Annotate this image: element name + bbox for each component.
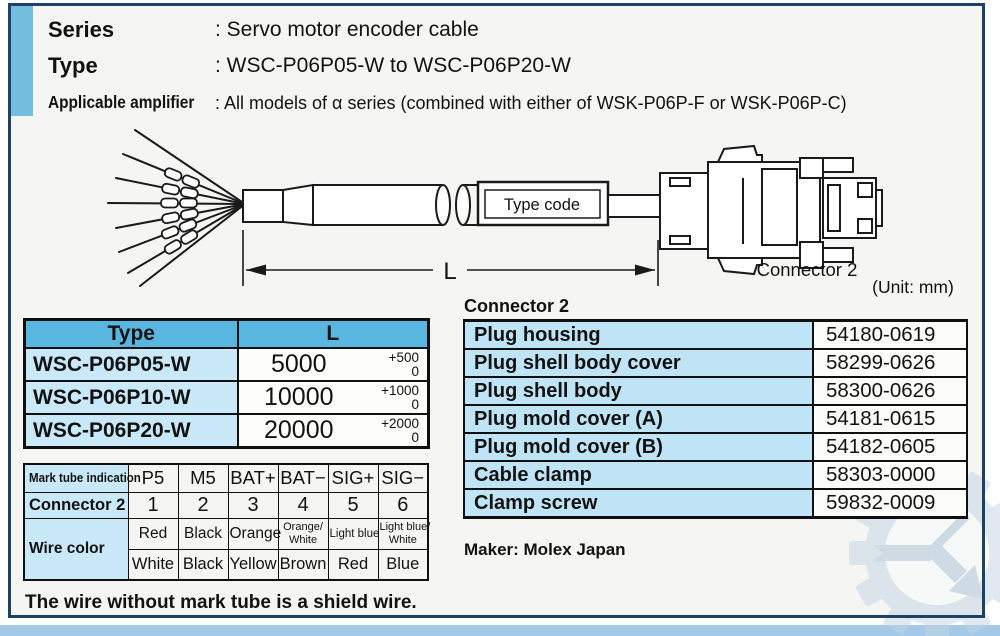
tolerance: +2000 0: [381, 415, 419, 445]
amplifier-value: : All models of α series (combined with either of WSK-P06P-F or WSK-P06P-C): [215, 93, 847, 113]
type-cell: WSC-P06P20-W: [25, 414, 238, 448]
length-value: 10000: [263, 383, 334, 411]
wire-color-cell: Light blue: [328, 518, 378, 549]
tolerance: +500 0: [388, 349, 419, 379]
length-cell: [238, 348, 429, 381]
wire-color-label: Wire color: [24, 518, 128, 580]
part-name: Cable clamp: [464, 461, 813, 489]
type-value: : WSC-P06P05-W to WSC-P06P20-W: [215, 54, 571, 77]
wire-color-cell: Red: [128, 518, 178, 549]
part-name: Plug mold cover (A): [464, 405, 813, 433]
pin-row-label: Connector 2: [29, 495, 126, 514]
mark-cell: BAT−: [278, 464, 328, 492]
wire-color-cell: Blue: [378, 549, 428, 580]
connector2-parts-table: [463, 319, 968, 519]
part-number: 58303-0000: [813, 461, 967, 489]
part-name: Plug housing: [464, 321, 813, 350]
cable-diagram: [20, 122, 980, 304]
pin-cell: 4: [278, 492, 328, 518]
wire-color-cell: Light blue/ White: [378, 518, 428, 549]
type-length-table: [23, 318, 430, 449]
wire-color-cell: White: [128, 549, 178, 580]
wire-color-cell: Red: [328, 549, 378, 580]
mark-row-label: Mark tube indication: [29, 471, 141, 486]
cable-cut-end: [436, 185, 450, 225]
pin-cell: 3: [228, 492, 278, 518]
mark-indication-row: [24, 464, 428, 492]
mark-tube-table: [23, 463, 429, 581]
part-number: 59832-0009: [813, 489, 967, 518]
part-number: 54180-0619: [813, 321, 967, 350]
cable-body: [243, 182, 660, 225]
type-label: Type: [48, 53, 98, 78]
pin-cell: 2: [178, 492, 228, 518]
part-name: Plug mold cover (B): [464, 433, 813, 461]
mark-cell: M5: [178, 464, 228, 492]
wire-color-cell: Yellow: [228, 549, 278, 580]
dimension-label: L: [443, 258, 457, 285]
part-number: 58300-0626: [813, 377, 967, 405]
mark-cell: BAT+: [228, 464, 278, 492]
wire-color-cell: Orange/ White: [278, 518, 328, 549]
table-row: [464, 349, 967, 377]
mark-cell: SIG+: [328, 464, 378, 492]
length-cell: [238, 381, 429, 414]
connector-pin-row: [24, 492, 428, 518]
table-row: [464, 433, 967, 461]
parts-table-title: Connector 2: [464, 296, 570, 316]
type-code-label: Type code: [503, 196, 581, 214]
wire-color-cell: Brown: [278, 549, 328, 580]
connector-drawing: [660, 146, 882, 274]
series-value: : Servo motor encoder cable: [215, 18, 479, 41]
table-row: [464, 461, 967, 489]
part-name: Plug shell body cover: [464, 349, 813, 377]
table-row: [464, 489, 967, 518]
pin-cell: 1: [128, 492, 178, 518]
pin-cell: 6: [378, 492, 428, 518]
type-cell: WSC-P06P05-W: [25, 348, 238, 381]
length-value: 5000: [270, 350, 327, 378]
header-accent-bar: [11, 6, 33, 116]
type-cell: WSC-P06P10-W: [25, 381, 238, 414]
wire-color-row-1: [24, 518, 428, 549]
part-name: Clamp screw: [464, 489, 813, 518]
length-value: 20000: [263, 416, 334, 444]
series-label: Series: [48, 17, 115, 42]
type-column-header: Type: [25, 320, 238, 349]
table-row: [25, 414, 429, 448]
length-cell: [238, 414, 429, 448]
mark-cell: P5: [128, 464, 178, 492]
part-name: Plug shell body: [464, 377, 813, 405]
table-row: [25, 381, 429, 414]
part-number: 54182-0605: [813, 433, 967, 461]
unit-note: (Unit: mm): [872, 277, 954, 297]
wire-color-cell: Orange: [228, 518, 278, 549]
table-row: [464, 321, 967, 350]
length-column-header: L: [238, 320, 429, 349]
pin-cell: 5: [328, 492, 378, 518]
wire-color-cell: Black: [178, 549, 228, 580]
cable-wires: [108, 130, 245, 286]
part-number: 54181-0615: [813, 405, 967, 433]
shield-wire-note: The wire without mark tube is a shield wire.: [25, 592, 417, 613]
amplifier-label: Applicable amplifier: [48, 92, 195, 112]
part-number: 58299-0626: [813, 349, 967, 377]
mark-tubes: [161, 167, 201, 255]
tolerance: +1000 0: [381, 382, 419, 412]
table-row: [464, 405, 967, 433]
maker-note: Maker: Molex Japan: [464, 540, 626, 559]
table-row: [464, 377, 967, 405]
wire-color-cell: Black: [178, 518, 228, 549]
table-row: [25, 348, 429, 381]
mark-cell: SIG−: [378, 464, 428, 492]
cable-boot: [243, 190, 283, 222]
connector2-diagram-label: Connector 2: [756, 259, 858, 280]
